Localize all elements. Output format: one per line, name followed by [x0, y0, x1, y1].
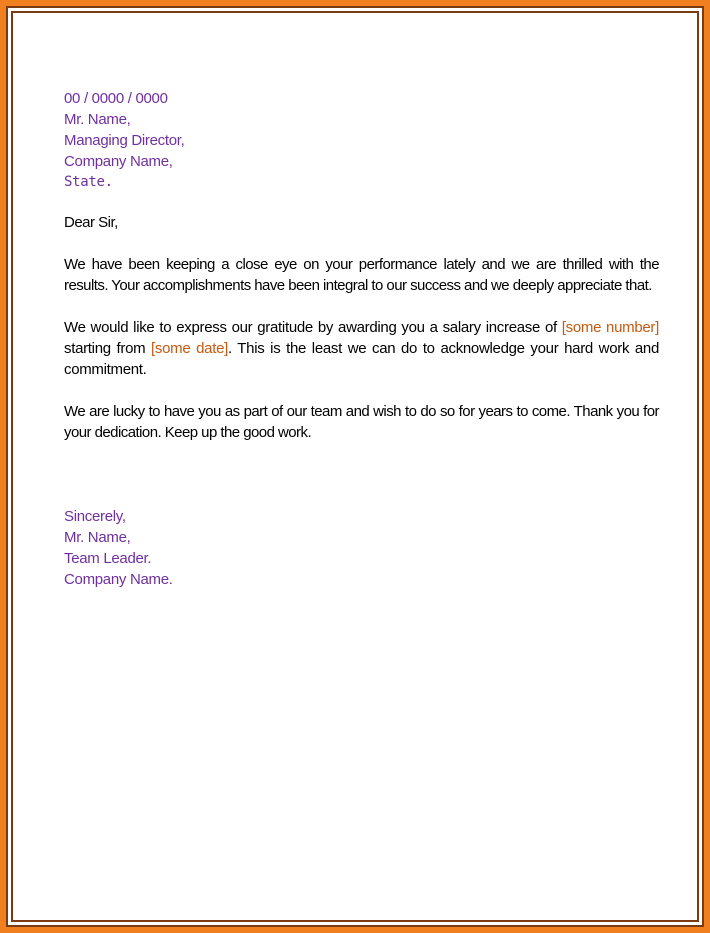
paragraph-2-text-end: . This is the least we can do to acknowledge your hard work and commitment. — [64, 340, 659, 378]
recipient-address-block — [64, 88, 659, 193]
paragraph-2-text-middle: starting from — [64, 340, 152, 357]
salutation: Dear Sir, — [64, 214, 118, 231]
body-paragraph-1: We have been keeping a close eye on your performance lately and we are thrilled with the results. Your accomplishments have been integral to our success and we deeply appreciate that. — [64, 256, 659, 294]
page-border-outer-line — [6, 6, 704, 927]
sender-title: Team Leader. — [64, 550, 152, 567]
recipient-title: Managing Director, — [64, 132, 185, 149]
sender-company: Company Name. — [64, 571, 173, 588]
page-border-inner-line — [11, 11, 699, 922]
signature-block — [64, 506, 659, 590]
letter-date: 00 / 0000 / 0000 — [64, 90, 168, 107]
salary-amount-placeholder: [some number] — [561, 319, 659, 336]
letter-document — [64, 88, 659, 590]
paragraph-2-text-start: We would like to express our gratitude by awarding you a salary increase of — [64, 319, 562, 336]
recipient-company: Company Name, — [64, 153, 173, 170]
body-paragraph-3: We are lucky to have you as part of our team and wish to do so for years to come. Thank you for your dedication. Keep up the good work. — [64, 403, 659, 441]
sender-name: Mr. Name, — [64, 529, 131, 546]
recipient-name: Mr. Name, — [64, 111, 131, 128]
recipient-state: State. — [64, 174, 113, 190]
start-date-placeholder: [some date] — [151, 340, 228, 357]
body-paragraph-2 — [64, 317, 659, 380]
closing: Sincerely, — [64, 508, 126, 525]
